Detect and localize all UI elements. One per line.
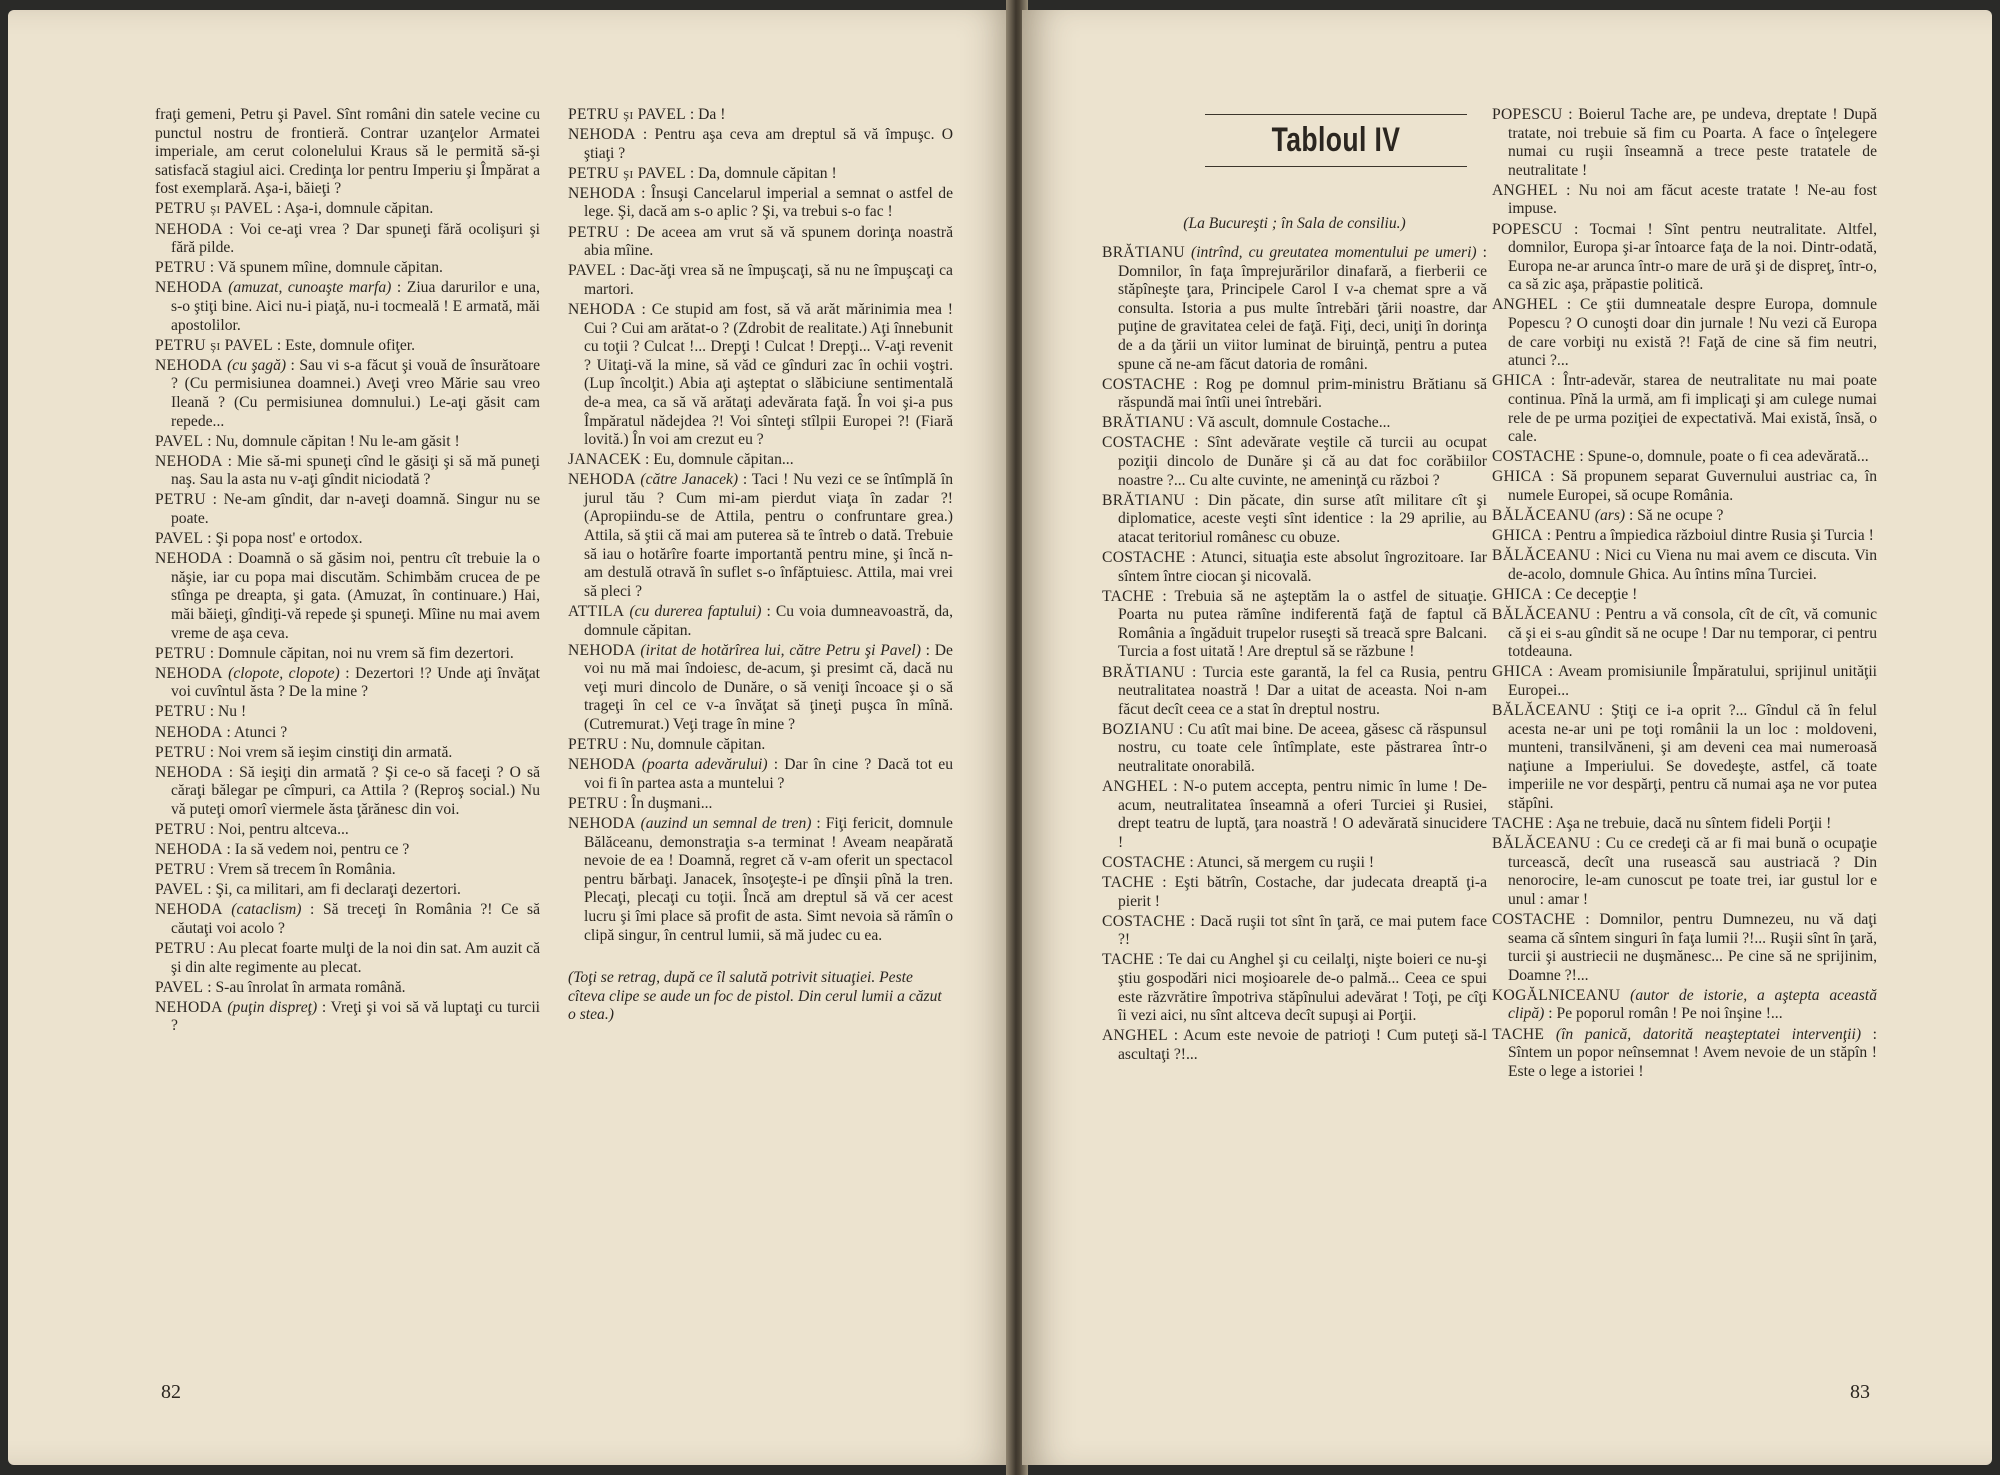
speaker-name: ANGHEL — [1492, 181, 1558, 199]
stage-note: (amuzat, cunoaşte marfa) — [228, 279, 392, 297]
speaker-name: GHICA — [1492, 372, 1543, 390]
speaker-name: PAVEL — [568, 262, 617, 280]
dialogue-line: PETRU : Nu, domnule căpitan. — [568, 736, 766, 754]
line-text: Domnule căpitan, noi nu vrem să fim dezertori. — [218, 644, 514, 662]
line-text: Să propunem separat Guvernului austriac ca, în numele Europei, să ocupe România. — [1508, 468, 1878, 504]
speaker-name: COSTACHE — [1102, 854, 1186, 871]
dialogue-line: NEHODA (clopote, clopote) : Dezertori !? Unde aţi învăţat voi cuvîntul ăsta ? De la mine ? — [155, 664, 540, 701]
dialogue-line: PETRU : Noi vrem să ieşim cinstiţi din armată. — [155, 743, 453, 761]
speaker-name: COSTACHE — [1102, 912, 1186, 930]
speaker-name: NEHODA — [568, 641, 636, 659]
page-number-left: 82 — [161, 1381, 181, 1403]
dialogue-line: NEHODA : Ce stupid am fost, să vă arăt mărinimia mea ! Cui ? Cui am arătat-o ? (Zdrobit de realitate.) Aţi înnebunit cu toţii ? Culcat !... Drepţi ! Culcat ! Drepţi... V-aţi revenit ? Uitaţi-vă la mine, să văd ce gînduri zac în ochii voştri. (Lup încolţit.) Abia aţi aşteptat o slăbiciune sentimentală de-a mea, ca să vă arătaţi adevărata faţă. În voi şi-a pus Împăratul nădejdea ?! Voi sînteţi stîlpii Europei ?! (Fiară lovită.) În voi am crezut eu ? — [568, 300, 953, 449]
stage-note: (clopote, clopote) — [228, 664, 340, 682]
scene-title-text: Tabloul IV — [1271, 121, 1401, 159]
line-text: În duşmani... — [631, 794, 713, 812]
dialogue-line: NEHODA (puţin dispreţ) : Vreţi şi voi să vă luptaţi cu turcii ? — [155, 998, 541, 1035]
dialogue-line: PETRU şi PAVEL : Da, domnule căpitan ! — [568, 164, 837, 182]
speaker-name: PETRU şi PAVEL — [155, 336, 273, 354]
dialogue-line: JANACEK : Eu, domnule căpitan... — [568, 451, 794, 469]
dialogue-line: PETRU şi PAVEL : Este, domnule ofiţer. — [155, 336, 416, 354]
line-text: Şi popa nost' e ortodox. — [215, 530, 363, 548]
line-text: Fiţi fericit, domnule Bălăceanu, demonstraţia s-a terminat ! Aveam neapărată nevoie de ea ! Doamnă, regret că v-am oferit un spectacol pentru bărbaţi. Janacek, însoţeşte-i pe dînşii pînă la tren. Plecaţi, plecaţi cu toţii. Încă am dreptul să vă cer acest lucru şi îmi place să profit de asta. Simt nevoia să rămîn o clipă singur, în centrul lumii, să mă judec cu ea. — [584, 814, 953, 944]
speaker-name: NEHODA — [568, 300, 636, 318]
line-text: Nu ! — [218, 703, 247, 721]
dialogue-line: NEHODA (către Janacek) : Taci ! Nu vezi ce se întîmplă în jurul tău ? Cum mi-am pierdut viaţa în zadar ?! (Apropiindu-se de Attila, pentru o confruntare grea.) Attila, să ştii că mai am puterea să te întreb o dată. Trebuie să iau o hotărîre foarte importantă pentru mine, şi încă n-am destulă otravă în suflet s-o înfăptuiesc. Attila, mai vrei să pleci ? — [568, 471, 953, 600]
line-text: Voi ce-aţi vrea ? Dar spuneţi fără ocolişuri şi fără pilde. — [171, 220, 541, 257]
speaker-name: NEHODA — [155, 220, 223, 238]
speaker-name: PETRU — [155, 861, 206, 879]
dialogue-line: BĂLĂCEANU : Pentru a vă consola, cît de cît, vă comunic că şi ei s-au gîndit să ne ocupe ! Dar nu temporar, ci pentru totdeauna. — [1492, 605, 1878, 661]
speaker-name: BRĂTIANU — [1102, 663, 1185, 681]
line-text: Pentru a împiedica războiul dintre Rusia şi Turcia ! — [1555, 527, 1874, 545]
line-text: Da ! — [698, 106, 726, 123]
speaker-name: ANGHEL — [1492, 296, 1558, 314]
speaker-name: BĂLĂCEANU — [1492, 835, 1591, 853]
speaker-name: PETRU — [155, 703, 206, 721]
dialogue-line: PETRU : Noi, pentru altceva... — [155, 820, 349, 838]
scene-location: (La Bucureşti ; în Sala de consiliu.) — [1183, 215, 1406, 232]
line-text: Dar în cine ? Dacă tot eu voi fi în partea asta a muntelui ? — [584, 756, 953, 792]
dialogue-line: ANGHEL : Ce ştii dumneatale despre Europa, domnule Popescu ? O cunoşti doar din jurnale ! Nu vezi că Europa de care vorbiţi nu există ?! Faţă de cine să fim neutri, atunci ?... — [1492, 296, 1877, 370]
stage-note: (către Janacek) — [640, 471, 739, 489]
speaker-name: TACHE — [1102, 587, 1155, 605]
line-text: Sînt adevărate veştile că turcii au ocupat poziţii dincolo de Dunăre şi că au dat foc corăbiilor noastre ?... Cu alte cuvinte, ne ameninţă cu război ? — [1118, 434, 1487, 489]
speaker-name: NEHODA — [568, 756, 636, 774]
line-text: Să ieşiţi din armată ? Şi ce-o să faceţi ? O să căraţi bălegar pe cîmpuri, ca Attila ? (Reproş social.) Nu vă puteţi omorî viermele ăsta ţărănesc din voi. — [171, 763, 540, 818]
dialogue-line: BRĂTIANU : Turcia este garantă, la fel ca Rusia, pentru neutralitatea noastră ! Dar a uitat de aceasta. Noi n-am făcut decît ceea ce a stat în dreptul nostru. — [1102, 663, 1487, 718]
speaker-name: PETRU — [155, 491, 206, 509]
dialogue-line: NEHODA : Mie să-mi spuneţi cînd le găsiţi şi să mă puneţi naş. Sau la asta nu v-aţi gîndit niciodată ? — [155, 452, 540, 489]
line-text: Rog pe domnul prim-ministru Brătianu să răspundă mai întîi unei întrebări. — [1118, 375, 1487, 412]
line-text: Nu noi am făcut aceste tratate ! Ne-au fost impuse. — [1508, 181, 1877, 218]
speaker-name: ANGHEL — [1102, 1027, 1168, 1045]
speaker-name: GHICA — [1492, 527, 1543, 545]
speaker-name: NEHODA — [155, 841, 223, 859]
line-text: Ziua darurilor e una, s-o ştiţi bine. Aici nu-i piaţă, nu-i tocmeală ! E armată, măi apostolilor. — [171, 279, 540, 334]
speaker-name: PETRU şi PAVEL — [155, 200, 273, 218]
line-text: Domnilor, pentru Dumnezeu, nu vă daţi seama că sîntem singuri în faţa lumii ?!... Ruşii sînt în ţară, turcii şi austriecii ne duşmănesc... Pe cine să ne sprijinim, Doamne ?!... — [1508, 910, 1877, 984]
line-text: De aceea am vrut să vă spunem dorinţa noastră abia mîine. — [584, 223, 953, 260]
line-text: Pentru a vă consola, cît de cît, vă comunic că şi ei s-au gîndit să ne ocupe ! Dar nu temporar, ci pentru totdeauna. — [1508, 605, 1878, 661]
left-column-2 — [568, 106, 953, 1026]
dialogue-line: TACHE : Aşa ne trebuie, dacă nu sîntem fideli Porţii ! — [1492, 814, 1832, 832]
line-text: Taci ! Nu vezi ce se întîmplă în jurul tău ? Cum mi-am pierdut viaţa în zadar ?! (Apropiindu-se de Attila, pentru o confruntare grea.) Attila, să ştii că mai am puterea să te întreb o dată. Trebuie să iau o hotărîre foarte importantă pentru mine, şi încă n-am destulă otravă în suflet s-o înfăptuiesc. Attila, mai vrei să pleci ? — [584, 471, 953, 600]
dialogue-line — [155, 106, 540, 199]
dialogue-line: PETRU : Vrem să trecem în România. — [155, 861, 396, 879]
line-text: Vă spunem mîine, domnule căpitan. — [217, 259, 443, 277]
dialogue-line: BĂLĂCEANU : Nici cu Viena nu mai avem ce discuta. Vin de-acolo, domnule Ghica. Au întins mîna Turciei. — [1492, 547, 1877, 583]
dialogue-line: COSTACHE : Spune-o, domnule, poate o fi cea adevărată... — [1492, 448, 1869, 466]
speaker-name: BRĂTIANU — [1102, 244, 1185, 261]
line-text: Şi, ca militari, am fi declaraţi dezertori. — [215, 881, 461, 899]
line-text: Spune-o, domnule, poate o fi cea adevărată... — [1587, 448, 1869, 466]
stage-direction: (Toţi se retrag, după ce îl salută potrivit situaţiei. Peste cîteva clipe se aude un foc de pistol. Din cerul lumii a căzut o stea.) — [568, 969, 942, 1024]
line-text: N-o putem accepta, pentru nimic în lume ! De-acum, neutralitatea înseamnă a oferi Turciei şi Rusiei, drept teatru de luptă, ţara noastră ! O adevărată sinucidere ! — [1118, 778, 1487, 851]
stage-note: (puţin dispreţ) — [227, 998, 318, 1016]
line-text: Nu, domnule căpitan. — [631, 736, 766, 754]
line-text: Domnilor, în faţa împrejurărilor dinafară, a fierberii ce stăpîneşte ţara, Principele Carol I v-a chemat spre a vă consulta. Istoria a pus multe întrebări ţării noastre, dar puţine de gravitatea celei de faţă. Fiţi, deci, uniţi în dorinţa de a da ţării un viitor luminat de biruinţă, pentru a putea spune că ne-am făcut datoria de români. — [1118, 262, 1487, 373]
line-text: Eu, domnule căpitan... — [653, 451, 794, 469]
line-text: Boierul Tache are, pe undeva, dreptate ! După tratate, noi trebuie să fim cu Poarta. A face o înţelegere numai cu ruşii înseamnă a trece peste tratatele de neutralitate ! — [1508, 106, 1877, 179]
speaker-name: NEHODA — [155, 998, 223, 1016]
line-text: Vreţi şi voi să vă luptaţi cu turcii ? — [171, 998, 541, 1035]
line-text: Da, domnule căpitan ! — [698, 164, 837, 182]
line-text: Cu ce credeţi că ar fi mai bună o ocupaţie turcească, decît una rusească sau austriacă ? Din nenorocire, le-am cunoscut pe toate trei, iar gustul lor e unul : amar ! — [1508, 835, 1878, 908]
speaker-name: POPESCU — [1492, 106, 1563, 123]
line-text: Aşa ne trebuie, dacă nu sîntem fideli Porţii ! — [1555, 814, 1832, 832]
line-text: Nu, domnule căpitan ! Nu le-am găsit ! — [215, 432, 460, 450]
speaker-name: PETRU — [155, 259, 206, 277]
dialogue-line: PETRU : În duşmani... — [568, 794, 713, 812]
left-column-1 — [155, 106, 540, 1038]
dialogue-line: NEHODA (amuzat, cunoaşte marfa) : Ziua darurilor e una, s-o ştiţi bine. Aici nu-i piaţă, nu-i tocmeală ! E armată, măi apostolilor. — [155, 279, 540, 334]
dialogue-line: PAVEL : Şi popa nost' e ortodox. — [155, 530, 363, 548]
speaker-name: PETRU — [568, 223, 619, 241]
speaker-name: KOGĂLNICEANU — [1492, 986, 1621, 1004]
dialogue-line: PETRU şi PAVEL : Da ! — [568, 106, 726, 123]
line-text: Te dai cu Anghel şi cu ceilalţi, nişte boieri ce nu-şi ştiu gospodări nici moşioarele de-o palmă... Ceea ce spui este răzvrătire împotriva stăpînului adevărat ! Toţi, pe cîţi îi vezi aici, nu sînt altceva decît supuşi ai Porţii. — [1118, 951, 1487, 1025]
dialogue-line: NEHODA : Însuşi Cancelarul imperial a semnat o astfel de lege. Şi, dacă am s-o aplic ? Şi, va trebui s-o fac ! — [568, 184, 953, 221]
line-text: Turcia este garantă, la fel ca Rusia, pentru neutralitatea noastră ! Dar a uitat de aceasta. Noi n-am făcut decît ceea ce a stat în dreptul nostru. — [1118, 663, 1487, 718]
line-text: Vă ascult, domnule Costache... — [1196, 414, 1391, 432]
line-text: Sau vi s-a făcut şi vouă de însurătoare ? (Cu permisiunea doamnei.) Aveţi vreo Mărie sau vreo Ileană ? (Cu permisiunea domnului.) Le-aţi găsit cam repede... — [171, 356, 540, 430]
dialogue-line: NEHODA (cu şagă) : Sau vi s-a făcut şi vouă de însurătoare ? (Cu permisiunea doamnei.) Aveţi vreo Mărie sau vreo Ileană ? (Cu permisiunea domnului.) Le-aţi găsit cam repede... — [155, 356, 540, 430]
dialogue-line: NEHODA (iritat de hotărîrea lui, către Petru şi Pavel) : De voi nu mă mai îndoiesc, de-acum, şi presimt că, dacă nu veţi muri dincolo de Dunăre, o să veniţi încoace şi o să trageţi în cel ce v-a învăţat să ţineţi puşca în mînă. (Cutremurat.) Veţi trage în mine ? — [568, 641, 953, 733]
line-text: S-au înrolat în armata română. — [215, 978, 406, 996]
left-page — [8, 10, 1014, 1465]
dialogue-line: POPESCU : Boierul Tache are, pe undeva, dreptate ! După tratate, noi trebuie să fim cu Poarta. A face o înţelegere numai cu ruşii înseamnă a trece peste tratatele de neutralitate ! — [1492, 106, 1877, 179]
dialogue-line: ANGHEL : Nu noi am făcut aceste tratate ! Ne-au fost impuse. — [1492, 181, 1877, 218]
line-text: Ce stupid am fost, să vă arăt mărinimia mea ! Cui ? Cui am arătat-o ? (Zdrobit de realitate.) Aţi înnebunit cu toţii ? Culcat !... Drepţi ! Culcat ! Drepţi... V-aţi revenit ? Uitaţi-vă la mine, să văd ce gînduri zac în ochii voştri. (Lup încolţit.) Abia aţi aşteptat o slăbiciune sentimentală de-a mea, ca să vă arătaţi adevărata faţă. În voi şi-a pus Împăratul nădejdea ?! Voi sînteţi stîlpii Europei ?! (Fiară lovită.) În voi am crezut eu ? — [584, 300, 953, 449]
dialogue-line: PAVEL : Nu, domnule căpitan ! Nu le-am găsit ! — [155, 432, 460, 450]
line-text: Pentru aşa ceva am dreptul să vă împuşc. O ştiaţi ? — [584, 126, 953, 162]
line-text: Ce ştii dumneatale despre Europa, domnule Popescu ? O cunoşti doar din jurnale ! Nu vezi că Europa de care vorbiţi nu există ?! Faţă de cine să fim neutri, atunci ?... — [1508, 296, 1877, 370]
stage-note: (în panică, datorită neaşteptatei intervenţii) — [1555, 1025, 1862, 1043]
dialogue-line: COSTACHE : Atunci, să mergem cu ruşii ! — [1102, 854, 1375, 871]
line-text: Din păcate, din surse atît militare cît şi diplomatice, aceste veşti sînt identice : la 29 aprilie, au atacat teritoriul românesc cu obuze. — [1118, 491, 1487, 546]
dialogue-line: NEHODA : Să ieşiţi din armată ? Şi ce-o să faceţi ? O să căraţi bălegar pe cîmpuri, ca Attila ? (Reproş social.) Nu vă puteţi omorî viermele ăsta ţărănesc din voi. — [155, 763, 540, 818]
speaker-name: PETRU şi PAVEL — [568, 106, 686, 123]
line-text: Atunci, să mergem cu ruşii ! — [1196, 854, 1375, 871]
speaker-name: PETRU — [568, 794, 619, 812]
dialogue-line: COSTACHE : Rog pe domnul prim-ministru Brătianu să răspundă mai întîi unei întrebări. — [1102, 375, 1487, 412]
dialogue-line: NEHODA : Pentru aşa ceva am dreptul să vă împuşc. O ştiaţi ? — [568, 126, 953, 162]
line-text: Sîntem un popor neînsemnat ! Avem nevoie de un stăpîn ! Este o lege a istoriei ! — [1508, 1044, 1877, 1080]
dialogue-line: PETRU : Vă spunem mîine, domnule căpitan. — [155, 259, 443, 277]
speaker-name: BĂLĂCEANU — [1492, 605, 1591, 623]
speaker-name: PETRU — [155, 940, 206, 958]
dialogue-line: ANGHEL : N-o putem accepta, pentru nimic în lume ! De-acum, neutralitatea înseamnă a oferi Turciei şi Rusiei, drept teatru de luptă, ţara noastră ! O adevărată sinucidere ! — [1102, 778, 1487, 851]
dialogue-line: COSTACHE : Dacă ruşii tot sînt în ţară, ce mai putem face ?! — [1102, 912, 1487, 949]
line-text: Noi vrem să ieşim cinstiţi din armată. — [218, 743, 453, 761]
dialogue-line: TACHE : Te dai cu Anghel şi cu ceilalţi, nişte boieri ce nu-şi ştiu gospodări nici moşioarele de-o palmă... Ceea ce spui este răzvrătire împotriva stăpînului adevărat ! Toţi, pe cîţi îi vezi aici, nu sînt altceva decît supuşi ai Porţii. — [1102, 951, 1487, 1025]
speaker-name: NEHODA — [155, 279, 223, 297]
dialogue-line: TACHE : Trebuia să ne aşteptăm la o astfel de situaţie. Poarta nu putea rămîne indiferentă faţă de faptul că România a îngăduit trupelor ruseşti să treacă spre Balcani. Turcia a fost uitată ! Are dreptul să se răzbune ! — [1102, 587, 1487, 661]
dialogue-line: BRĂTIANU : Vă ascult, domnule Costache... — [1102, 414, 1391, 432]
line-text: Au plecat foarte mulţi de la noi din sat. Am auzit că şi din alte regimente au plecat. — [171, 940, 540, 976]
line-text: fraţi gemeni, Petru şi Pavel. Sînt români din satele vecine cu punctul nostru de frontieră. Contrar uzanţelor Armatei imperiale, am cerut colonelului Kraus să le permită să-şi satisfacă stagiul aici. Credinţa lor pentru Imperiu şi Împărat a fost exemplară. Aşa-i, băieţi ? — [155, 106, 540, 198]
line-text: Vrem să trecem în România. — [217, 861, 396, 879]
speaker-name: PETRU — [155, 743, 206, 761]
line-text: Ne-am gîndit, dar n-aveţi doamnă. Singur nu se poate. — [171, 491, 540, 527]
right-page — [1022, 10, 1992, 1465]
dialogue-line: BRĂTIANU (intrînd, cu greutatea momentului pe umeri) : Domnilor, în faţa împrejurărilor dinafară, a fierberii ce stăpîneşte ţara, Principele Carol I v-a chemat spre a vă consulta. Istoria a pus multe întrebări ţării noastre, dar puţine de gravitatea celei de faţă. Fiţi, deci, uniţi în dorinţa de a da ţării un viitor luminat de biruinţă, pentru a putea spune că ne-am făcut datoria de români. — [1102, 244, 1487, 373]
line-text: Mie să-mi spuneţi cînd le găsiţi şi să mă puneţi naş. Sau la asta nu v-aţi gîndit niciodată ? — [171, 452, 540, 489]
line-text: Cu voia dumneavoastră, da, domnule căpitan. — [584, 602, 953, 639]
line-text: Dacă ruşii tot sînt în ţară, ce mai putem face ?! — [1118, 912, 1487, 949]
dialogue-line: NEHODA : Voi ce-aţi vrea ? Dar spuneţi fără ocolişuri şi fără pilde. — [155, 220, 541, 257]
line-text: Este, domnule ofiţer. — [285, 336, 416, 354]
dialogue-line: COSTACHE : Domnilor, pentru Dumnezeu, nu vă daţi seama că sîntem singuri în faţa lumii ?!... Ruşii sînt în ţară, turcii şi austriecii ne duşmănesc... Pe cine să ne sprijinim, Doamne ?!... — [1492, 910, 1877, 984]
dialogue-line: BĂLĂCEANU (ars) : Să ne ocupe ? — [1492, 506, 1724, 524]
stage-note: (ars) — [1594, 506, 1626, 524]
speaker-name: COSTACHE — [1102, 375, 1186, 393]
stage-note: (auzind un semnal de tren) — [640, 814, 812, 832]
dialogue-line: PAVEL : S-au înrolat în armata română. — [155, 978, 406, 996]
dialogue-line: PAVEL : Dac-ăţi vrea să ne împuşcaţi, să nu ne împuşcaţi ca martori. — [568, 262, 953, 298]
line-text: Ia să vedem noi, pentru ce ? — [234, 841, 410, 859]
dialogue-line: GHICA : Ce decepţie ! — [1492, 585, 1638, 603]
line-text: Să treceţi în România ?! Ce să căutaţi voi acolo ? — [171, 901, 540, 937]
dialogue-line: PETRU : Domnule căpitan, noi nu vrem să fim dezertori. — [155, 644, 514, 662]
speaker-name: TACHE — [1492, 814, 1545, 832]
line-text: Noi, pentru altceva... — [218, 820, 349, 838]
dialogue-line: ANGHEL : Acum este nevoie de patrioţi ! Cum puteţi să-l ascultaţi ?!... — [1102, 1027, 1487, 1063]
dialogue-line: COSTACHE : Sînt adevărate veştile că turcii au ocupat poziţii dincolo de Dunăre şi că au dat foc corăbiilor noastre ?... Cu alte cuvinte, ne ameninţă cu război ? — [1102, 434, 1487, 489]
dialogue-line: BRĂTIANU : Din păcate, din surse atît militare cît şi diplomatice, aceste veşti sînt identice : la 29 aprilie, au atacat teritoriul românesc cu obuze. — [1102, 491, 1487, 546]
stage-note: (iritat de hotărîrea lui, către Petru şi Pavel) — [640, 641, 921, 659]
stage-note: (autor de istorie, a aştepta această clipă) — [1508, 986, 1878, 1023]
speaker-name: NEHODA — [155, 664, 223, 682]
dialogue-line: COSTACHE : Atunci, situaţia este absolut îngrozitoare. Iar sîntem între ciocan şi nicovală. — [1102, 549, 1487, 585]
line-text: Aveam promisiunile Împăratului, sprijinul unităţii Europei... — [1508, 663, 1877, 699]
dialogue-line: GHICA : Aveam promisiunile Împăratului, sprijinul unităţii Europei... — [1492, 663, 1877, 699]
speaker-name: PETRU — [155, 644, 206, 662]
dialogue-line: PETRU : Au plecat foarte mulţi de la noi din sat. Am auzit că şi din alte regimente au plecat. — [155, 940, 540, 976]
dialogue-line: TACHE (în panică, datorită neaşteptatei intervenţii) : Sîntem un popor neînsemnat ! Avem nevoie de un stăpîn ! Este o lege a istoriei ! — [1492, 1025, 1878, 1080]
speaker-name: NEHODA — [155, 550, 223, 568]
speaker-name: BRĂTIANU — [1102, 491, 1185, 509]
speaker-name: PETRU — [568, 736, 619, 754]
line-text: Atunci, situaţia este absolut îngrozitoare. Iar sîntem între ciocan şi nicovală. — [1118, 549, 1487, 585]
dialogue-line: TACHE : Eşti bătrîn, Costache, dar judecata dreaptă ţi-a pierit ! — [1102, 874, 1487, 910]
speaker-name: PETRU — [155, 820, 206, 838]
speaker-name: GHICA — [1492, 585, 1543, 603]
speaker-name: NEHODA — [155, 356, 223, 374]
line-text: Dezertori !? Unde aţi învăţat voi cuvîntul ăsta ? De la mine ? — [171, 664, 540, 701]
dialogue-line: GHICA : Pentru a împiedica războiul dintre Rusia şi Turcia ! — [1492, 527, 1874, 545]
speaker-name: NEHODA — [568, 126, 636, 144]
dialogue-line: PETRU şi PAVEL : Aşa-i, domnule căpitan. — [155, 200, 434, 218]
line-text: Însuşi Cancelarul imperial a semnat o astfel de lege. Şi, dacă am s-o aplic ? Şi, va trebui s-o fac ! — [584, 184, 953, 221]
dialogue-line: ATTILA (cu durerea faptului) : Cu voia dumneavoastră, da, domnule căpitan. — [568, 602, 953, 639]
speaker-name: COSTACHE — [1492, 910, 1576, 928]
title-rule-bottom — [1205, 166, 1467, 167]
dialogue-line: PETRU : Nu ! — [155, 703, 247, 721]
speaker-name: NEHODA — [568, 814, 636, 832]
dialogue-line: BOZIANU : Cu atît mai bine. De aceea, găsesc că răspunsul nostru, cu toate cele întîmplate, este păstrarea într-o neutralitate onorabilă. — [1102, 720, 1487, 776]
dialogue-line: GHICA : Să propunem separat Guvernului austriac ca, în numele Europei, să ocupe România. — [1492, 468, 1878, 504]
speaker-name: BRĂTIANU — [1102, 414, 1185, 432]
line-text: Atunci ? — [233, 723, 288, 741]
dialogue-line: PETRU : Ne-am gîndit, dar n-aveţi doamnă. Singur nu se poate. — [155, 491, 540, 527]
line-text: Aşa-i, domnule căpitan. — [284, 200, 434, 218]
line-text: Ce decepţie ! — [1555, 585, 1638, 603]
line-text: Nici cu Viena nu mai avem ce discuta. Vin de-acolo, domnule Ghica. Au întins mîna Turciei. — [1508, 547, 1877, 583]
stage-note: (cu durerea faptului) — [629, 602, 762, 620]
dialogue-line: GHICA : Într-adevăr, starea de neutralitate nu mai poate continua. Pînă la urmă, am fi implicaţi şi am culege numai rele de pe urma poziţiei de expectativă. Mai există, însă, o cale. — [1492, 372, 1877, 446]
dialogue-line: POPESCU : Tocmai ! Sînt pentru neutralitate. Altfel, domnilor, Europa şi-ar întoarce faţa de la noi. Dintr-odată, Europa ne-ar arunca într-o mare de ură şi de dispreţ, într-o, ca să zic aşa, prăpastie politică. — [1492, 220, 1878, 294]
speaker-name: BĂLĂCEANU — [1492, 506, 1591, 524]
speaker-name: NEHODA — [568, 184, 636, 202]
dialogue-line: BĂLĂCEANU : Cu ce credeţi că ar fi mai bună o ocupaţie turcească, decît una rusească sau austriacă ? Din nenorocire, le-am cunoscut pe toate trei, iar gustul lor e unul : amar ! — [1492, 835, 1878, 908]
speaker-name: GHICA — [1492, 663, 1543, 681]
dialogue-line: NEHODA : Atunci ? — [155, 723, 288, 741]
dialogue-line: PETRU : De aceea am vrut să vă spunem dorinţa noastră abia mîine. — [568, 223, 953, 260]
line-text: Acum este nevoie de patrioţi ! Cum puteţi să-l ascultaţi ?!... — [1118, 1027, 1487, 1063]
dialogue-line: BĂLĂCEANU : Ştiţi ce i-a oprit ?... Gîndul că în felul acesta ne-ar uni pe toţi românii la un loc : moldoveni, munteni, transilvăneni, şi am deveni cea mai numeroasă naţiune a Imperiului. Se dovedeşte, astfel, că toate imperiile ne vor despărţi, pentru că numai aşa ne vor putea stăpîni. — [1492, 701, 1877, 812]
dialogue-line: NEHODA : Ia să vedem noi, pentru ce ? — [155, 841, 410, 859]
right-column-2 — [1492, 106, 1877, 1083]
speaker-name: PAVEL — [155, 530, 204, 548]
dialogue-line: NEHODA (poarta adevărului) : Dar în cine ? Dacă tot eu voi fi în partea asta a muntelui ? — [568, 756, 953, 792]
speaker-name: GHICA — [1492, 468, 1543, 486]
dialogue-line: NEHODA : Doamnă o să găsim noi, pentru cît trebuie la o năşie, iar cu popa mai discutăm. Schimbăm crucea de pe stînga pe dreapta, şi gata. (Amuzat, în continuare.) Hai, măi băieţi, gîndiţi-vă repede şi spuneţi. Mîine nu mai avem vreme de aşa ceva. — [155, 550, 540, 642]
line-text: Ştiţi ce i-a oprit ?... Gîndul că în felul acesta ne-ar uni pe toţi românii la un loc : moldoveni, munteni, transilvăneni, şi am deveni cea mai numeroasă naţiune a Imperiului. Se dovedeşte, astfel, că toate imperiile ne vor despărţi, pentru că numai aşa ne vor putea stăpîni. — [1508, 701, 1877, 812]
line-text: Eşti bătrîn, Costache, dar judecata dreaptă ţi-a pierit ! — [1118, 874, 1487, 910]
line-text: Trebuia să ne aşteptăm la o astfel de situaţie. Poarta nu putea rămîne indiferentă faţă de faptul că România a îngăduit trupelor ruseşti să treacă spre Balcani. Turcia a fost uitată ! Are dreptul să se răzbune ! — [1118, 587, 1487, 661]
speaker-name: PAVEL — [155, 978, 204, 996]
line-text: Doamnă o să găsim noi, pentru cît trebuie la o năşie, iar cu popa mai discutăm. Schimbăm crucea de pe stînga pe dreapta, şi gata. (Amuzat, în continuare.) Hai, măi băieţi, gîndiţi-vă repede şi spuneţi. Mîine nu mai avem vreme de aşa ceva. — [171, 550, 540, 642]
line-text: Într-adevăr, starea de neutralitate nu mai poate continua. Pînă la urmă, am fi implicaţi şi am culege numai rele de pe urma poziţiei de expectativă. Mai există, însă, o cale. — [1508, 372, 1877, 446]
dialogue-line: NEHODA (cataclism) : Să treceţi în România ?! Ce să căutaţi voi acolo ? — [155, 901, 540, 937]
speaker-name: TACHE — [1102, 951, 1155, 969]
stage-note: (intrînd, cu greutatea momentului pe umeri) — [1191, 244, 1477, 261]
speaker-name: NEHODA — [155, 452, 223, 470]
speaker-name: NEHODA — [568, 471, 636, 489]
dialogue-line: PAVEL : Şi, ca militari, am fi declaraţi dezertori. — [155, 881, 461, 899]
speaker-name: PETRU şi PAVEL — [568, 164, 686, 182]
line-text: Să ne ocupe ? — [1637, 506, 1724, 524]
speaker-name: COSTACHE — [1492, 448, 1576, 466]
speaker-name: BĂLĂCEANU — [1492, 701, 1591, 719]
speaker-name: NEHODA — [155, 763, 223, 781]
speaker-name: COSTACHE — [1102, 434, 1186, 452]
line-text: Dac-ăţi vrea să ne împuşcaţi, să nu ne împuşcaţi ca martori. — [584, 262, 953, 298]
line-text: Pe poporul român ! Pe noi înşine !... — [1556, 1005, 1783, 1023]
line-text: Cu atît mai bine. De aceea, găsesc că răspunsul nostru, cu toate cele întîmplate, este păstrarea într-o neutralitate onorabilă. — [1118, 720, 1487, 776]
stage-note: (poarta adevărului) — [641, 756, 768, 774]
speaker-name: BOZIANU — [1102, 720, 1175, 738]
speaker-name: NEHODA — [155, 901, 223, 919]
dialogue-line: KOGĂLNICEANU (autor de istorie, a aştepta această clipă) : Pe poporul român ! Pe noi înşine !... — [1492, 986, 1878, 1023]
page-number-right: 83 — [1850, 1381, 1870, 1403]
line-text: Tocmai ! Sînt pentru neutralitate. Altfel, domnilor, Europa şi-ar întoarce faţa de la noi. Dintr-odată, Europa ne-ar arunca într-o mare de ură şi de dispreţ, într-o, ca să zic aşa, prăpastie politică. — [1508, 220, 1878, 294]
right-column-1 — [1102, 244, 1487, 1066]
speaker-name: JANACEK — [568, 451, 642, 469]
dialogue-line: NEHODA (auzind un semnal de tren) : Fiţi fericit, domnule Bălăceanu, demonstraţia s-a terminat ! Aveam neapărată nevoie de ea ! Doamnă, regret că v-am oferit un spectacol pentru bărbaţi. Janacek, însoţeşte-i pe dînşii pînă la tren. Plecaţi, plecaţi cu toţii. Încă am dreptul să vă cer acest lucru şi îmi place să profit de asta. Simt nevoia să rămîn o clipă singur, în centrul lumii, să mă judec cu ea. — [568, 814, 953, 944]
speaker-name: NEHODA — [155, 723, 223, 741]
line-text: De voi nu mă mai îndoiesc, de-acum, şi presimt că, dacă nu veţi muri dincolo de Dunăre, o să veniţi încoace şi o să trageţi în cel ce v-a învăţat să ţineţi puşca în mînă. (Cutremurat.) Veţi trage în mine ? — [584, 641, 953, 733]
speaker-name: ATTILA — [568, 602, 625, 620]
speaker-name: PAVEL — [155, 432, 204, 450]
speaker-name: COSTACHE — [1102, 549, 1186, 566]
speaker-name: ANGHEL — [1102, 778, 1168, 796]
stage-note: (cu şagă) — [227, 356, 287, 374]
speaker-name: BĂLĂCEANU — [1492, 547, 1591, 565]
stage-note: (cataclism) — [231, 901, 302, 919]
speaker-name: POPESCU — [1492, 220, 1563, 238]
speaker-name: TACHE — [1102, 874, 1155, 892]
speaker-name: PAVEL — [155, 881, 204, 899]
speaker-name: TACHE — [1492, 1025, 1545, 1043]
scene-title — [1205, 114, 1467, 167]
